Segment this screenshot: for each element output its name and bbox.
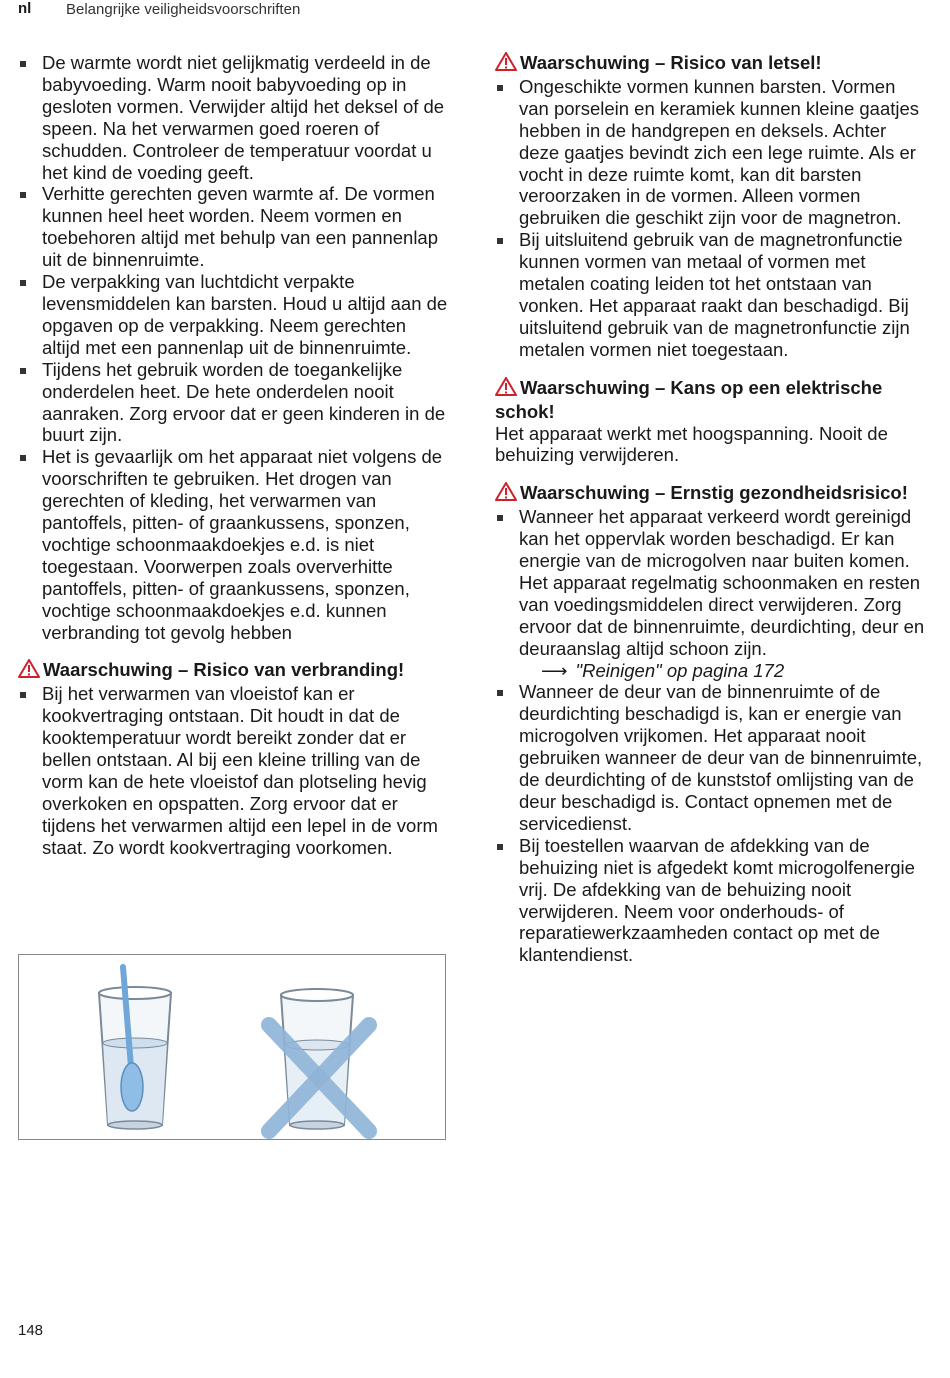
warning-title: Waarschuwing – Ernstig gezondheidsrisico! [520, 482, 908, 504]
warning-list [495, 76, 925, 361]
warning-triangle-icon [495, 377, 517, 401]
warning-title: Waarschuwing – Kans op een elektrische schok! [495, 376, 883, 422]
list-item: Bij toestellen waarvan de afdekking van de behuizing niet is afgedekt komt microgolfenergie vrij. De afdekking van de behuizing nooit verwijderen. Neem voor onderhouds- of reparatiewerkzaamheden contact op met de klantendienst. [495, 835, 925, 966]
right-column [495, 52, 925, 966]
list-item: De warmte wordt niet gelijkmatig verdeeld in de babyvoeding. Warm nooit babyvoeding op in gesloten vormen. Verwijder altijd het deksel of de speen. Na het verwarmen goed roeren of schudden. Controleer de temperatuur voordat u het kind de voeding geeft. [18, 52, 448, 183]
page-number: 148 [18, 1322, 44, 1339]
warning-triangle-icon [18, 659, 40, 683]
warning-text: Het apparaat werkt met hoogspanning. Nooit de behuizing verwijderen. [495, 422, 888, 466]
page-header [18, 0, 938, 22]
section-title: Belangrijke veiligheidsvoorschriften [66, 1, 301, 18]
cross-reference-text: "Reinigen" op pagina 172 [575, 659, 785, 681]
list-item: Bij uitsluitend gebruik van de magnetronfunctie kunnen vormen van metaal of vormen met metalen coating leiden tot het ontstaan van vonken. Het apparaat raakt dan beschadigd. Bij uitsluitend gebruik van de magnetronfunctie zijn metalen vormen niet toegestaan. [495, 229, 925, 360]
cross-reference-link[interactable] [519, 660, 925, 682]
glass-without-spoon-image [269, 989, 369, 1131]
list-item: Wanneer de deur van de binnenruimte of de deurdichting beschadigd is, kan er energie van microgolven vrijkomen. Het apparaat nooit gebruiken wanneer de deur van de binnenruimte, de deurdichting of de kunststof omlijsting van de deur beschadigd is. Contact opnemen met de servicedienst. [495, 681, 925, 834]
list-item: Tijdens het gebruik worden de toegankelijke onderdelen heet. De hete onderdelen nooit aanraken. Zorg ervoor dat er geen kinderen in de buurt zijn. [18, 359, 448, 447]
left-column [18, 52, 448, 859]
warning-list [495, 506, 925, 966]
warning-heading-injury [495, 52, 925, 76]
warning-title: Waarschuwing – Risico van verbranding! [43, 659, 405, 681]
warning-triangle-icon [495, 482, 517, 506]
warning-heading-burn [18, 659, 448, 683]
warning-title: Waarschuwing – Risico van letsel! [520, 52, 822, 73]
warning-heading-shock [495, 377, 925, 423]
list-item: De verpakking van luchtdicht verpakte levensmiddelen kan barsten. Houd u altijd aan de opgaven op de verpakking. Neem gerechten altijd met een pannenlap uit de binnenruimte. [18, 271, 448, 359]
list-item: Bij het verwarmen van vloeistof kan er kookvertraging ontstaan. Dit houdt in dat de kooktemperatuur wordt bereikt zonder dat er bellen ontstaan. Al bij een kleine trilling van de vorm kan de hete vloeistof dan plotseling hevig overkoken en opspatten. Zorg ervoor dat er tijdens het verwarmen altijd een lepel in de vorm staat. Zo wordt kookvertraging voorkomen. [18, 683, 448, 858]
list-item [495, 506, 925, 681]
list-item: Ongeschikte vormen kunnen barsten. Vormen van porselein en keramiek kunnen kleine gaatjes hebben in de handgrepen en deksels. Achter deze gaatjes bevindt zich een lege ruimte. Als er vocht in deze ruimte komt, kan dit barsten veroorzaken in de vormen. Alleen vormen gebruiken die geschikt zijn voor de magnetron. [495, 76, 925, 229]
list-item: Verhitte gerechten geven warmte af. De vormen kunnen heel heet worden. Neem vormen en toebehoren altijd met behulp van een pannenlap uit de binnenruimte. [18, 183, 448, 271]
language-code: nl [18, 0, 32, 17]
safety-list [18, 52, 448, 643]
warning-heading-health [495, 482, 925, 506]
list-item-text: Wanneer het apparaat verkeerd wordt gereinigd kan het oppervlak worden beschadigd. Er kan energie van de microgolven naar buiten komen. Het apparaat regelmatig schoonmaken en resten van voedingsmiddelen direct verwijderen. Zorg ervoor dat de binnenruimte, deurdichting, deur en deuraanslag altijd schoon zijn. [519, 506, 925, 659]
arrow-right-icon: ⟶ [541, 659, 568, 681]
warning-list [18, 683, 448, 858]
warning-triangle-icon [495, 52, 517, 76]
glass-with-spoon-image [99, 967, 171, 1129]
list-item: Het is gevaarlijk om het apparaat niet volgens de voorschriften te gebruiken. Het drogen van gerechten of kleding, het verwarmen van pantoffels, pitten- of graankussens, sponzen, vochtige schoonmaakdoekjes e.d. is niet toegestaan. Voorwerpen zoals oververhitte pantoffels, pitten- of graankussens, sponzen, vochtige schoonmaakdoekjes e.d. kunnen verbranding tot gevolg hebben [18, 446, 448, 643]
spoon-in-glass-illustration [18, 954, 446, 1140]
